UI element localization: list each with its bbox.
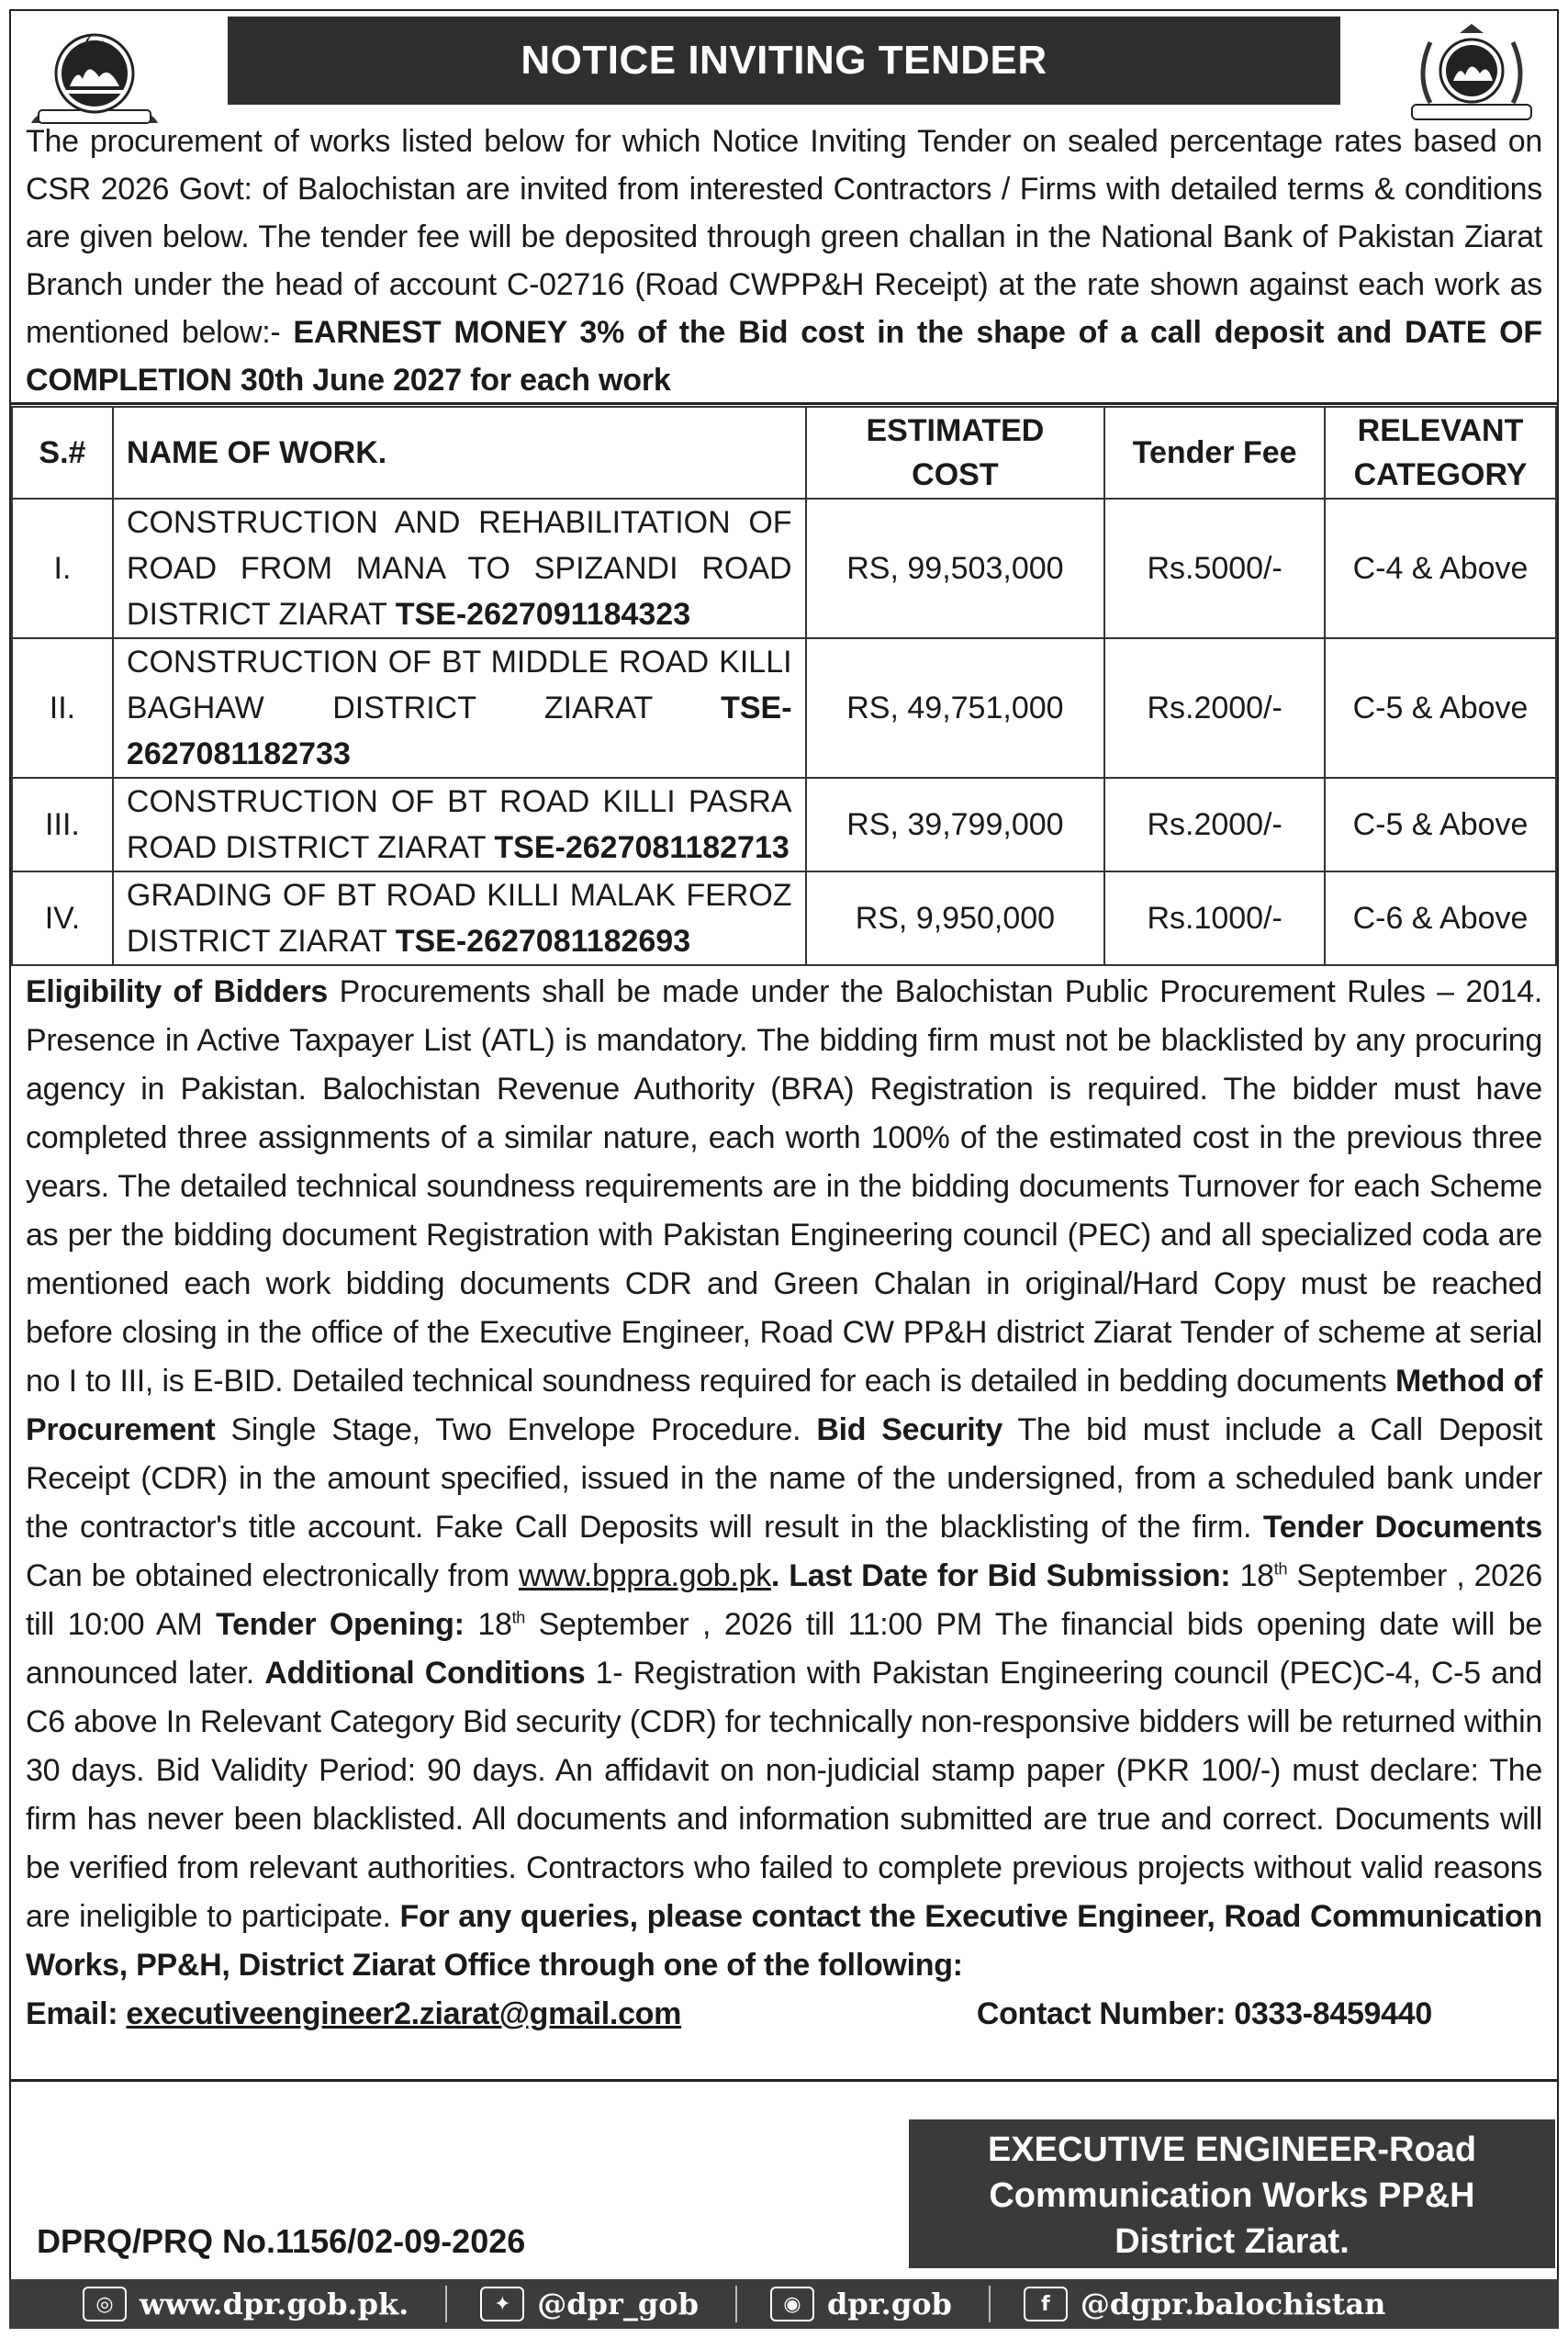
signature-line-3: District Ziarat. <box>1114 2222 1350 2261</box>
eligibility-label: Eligibility of Bidders <box>26 974 329 1009</box>
row-sn: IV. <box>12 871 113 965</box>
row-name <box>113 871 806 965</box>
row-fee: Rs.2000/- <box>1104 778 1325 871</box>
table-row <box>12 871 1556 965</box>
footer-bar <box>9 2279 1559 2329</box>
row-sn: I. <box>12 499 113 638</box>
work-name: CONSTRUCTION OF BT MIDDLE ROAD KILLI BAGHAW DISTRICT ZIARAT <box>126 645 792 725</box>
row-name <box>113 499 806 638</box>
method-text: Single Stage, Two Envelope Procedure. <box>215 1412 817 1447</box>
contact-number: 0333-8459440 <box>1234 1996 1432 2031</box>
footer-twitter[interactable] <box>480 2287 699 2321</box>
last-date-suffix: th <box>1273 1559 1288 1579</box>
tender-documents-label: Tender Documents <box>1262 1510 1542 1545</box>
tender-opening-label: Tender Opening: <box>216 1607 465 1642</box>
footer-facebook-text: @dgpr.balochistan <box>1080 2287 1386 2321</box>
footer-divider <box>445 2286 447 2322</box>
instagram-icon: ◉ <box>770 2287 814 2321</box>
row-category: C-4 & Above <box>1325 499 1556 638</box>
header-name-of-work: NAME OF WORK. <box>113 407 806 499</box>
footer-instagram[interactable] <box>770 2287 952 2321</box>
header-estimated-cost: ESTIMATED COST <box>806 407 1105 499</box>
tse-number: TSE-2627081182733 <box>126 691 792 771</box>
header-relevant-category: RELEVANT CATEGORY <box>1325 407 1556 499</box>
last-date-text: September , 2026 till 10:00 AM <box>26 1558 1543 1642</box>
row-category: C-5 & Above <box>1325 638 1556 778</box>
opening-day: 18 <box>464 1607 512 1642</box>
row-category: C-5 & Above <box>1325 778 1556 871</box>
row-fee: Rs.2000/- <box>1104 638 1325 778</box>
row-name <box>113 638 806 778</box>
twitter-icon: ✦ <box>480 2287 524 2321</box>
table-row <box>12 499 1556 638</box>
bppra-website-link[interactable]: www.bppra.gob.pk <box>518 1558 771 1593</box>
row-fee: Rs.5000/- <box>1104 499 1325 638</box>
tse-number: TSE-2627091184323 <box>395 597 691 632</box>
bid-security-text: The bid must include a Call Deposit Receipt (CDR) in the amount specified, issued in the name of the undersigned, from a scheduled bank under the contractor's title account. Fake Call Deposits will result in the blacklisting of the firm. <box>26 1412 1542 1545</box>
work-name: GRADING OF BT ROAD KILLI MALAK FEROZ DISTRICT ZIARAT <box>126 878 792 959</box>
table-top-rule <box>11 402 1557 405</box>
row-sn: II. <box>12 638 113 778</box>
notice-title-bar: NOTICE INVITING TENDER <box>228 17 1340 105</box>
footer-website-text: www.dpr.gob.pk. <box>140 2287 409 2321</box>
work-name: CONSTRUCTION OF BT ROAD KILLI PASRA ROAD DISTRICT ZIARAT <box>126 784 792 865</box>
row-cost: RS, 49,751,000 <box>806 638 1105 778</box>
row-fee: Rs.1000/- <box>1104 871 1325 965</box>
footer-twitter-text: @dpr_gob <box>537 2287 699 2321</box>
footer-divider <box>989 2286 991 2322</box>
footer-divider <box>735 2286 737 2322</box>
table-header-row <box>12 407 1556 499</box>
signature-line-1: EXECUTIVE ENGINEER-Road <box>987 2130 1477 2169</box>
intro-text: The procurement of works listed below for which Notice Inviting Tender on sealed percentage rates based on CSR 2026 Govt: of Balochistan are invited from interested Contractors / Firms with detailed terms & conditions are given below. The tender fee will be deposited through green challan in the National Bank of Pakistan Ziarat Branch under the head of account C-02716 (Road CWPP&H Receipt) at the rate shown against each work as mentioned below:- <box>26 124 1542 350</box>
header-sn: S.# <box>12 407 113 499</box>
last-date-label: . Last Date for Bid Submission: <box>770 1558 1231 1593</box>
tender-documents-text: Can be obtained electronically from <box>26 1558 519 1593</box>
tse-number: TSE-2627081182713 <box>494 830 790 865</box>
row-sn: III. <box>12 778 113 871</box>
email-link[interactable]: executiveengineer2.ziarat@gmail.com <box>126 1996 682 2031</box>
opening-text: September , 2026 till 11:00 PM The financial bids opening date will be announced later. <box>26 1607 1542 1691</box>
contact-row <box>26 1990 1542 2039</box>
footer-instagram-text: dpr.gob <box>827 2287 952 2321</box>
balochistan-emblem-left <box>26 20 163 130</box>
terms-paragraph <box>26 968 1542 2039</box>
queries-text: For any queries, please contact the Executive Engineer, Road Communication Works, PP&H, District Ziarat Office through one of the following: <box>26 1899 1542 1983</box>
header-tender-fee: Tender Fee <box>1104 407 1325 499</box>
balochistan-emblem-right <box>1403 20 1540 130</box>
footer-facebook[interactable] <box>1024 2287 1386 2321</box>
signature-block <box>909 2119 1555 2268</box>
works-table <box>11 406 1557 966</box>
contact-block <box>977 1990 1432 2039</box>
table-row <box>12 638 1556 778</box>
signature-line-2: Communication Works PP&H <box>989 2176 1475 2215</box>
row-name <box>113 778 806 871</box>
intro-paragraph <box>26 118 1542 404</box>
opening-suffix: th <box>511 1608 525 1627</box>
signature-top-rule <box>11 2079 1557 2082</box>
contact-label: Contact Number: <box>976 1996 1235 2031</box>
intro-earnest-money: EARNEST MONEY 3% of the Bid cost in the shape of a call deposit and DATE OF COMPLETION 30th June 2027 for each work <box>26 315 1542 398</box>
row-cost: RS, 9,950,000 <box>806 871 1105 965</box>
additional-conditions-label: Additional Conditions <box>264 1656 586 1691</box>
work-name: CONSTRUCTION AND REHABILITATION OF ROAD FROM MANA TO SPIZANDI ROAD DISTRICT ZIARAT <box>126 505 792 632</box>
facebook-icon: f <box>1024 2287 1068 2321</box>
table-row <box>12 778 1556 871</box>
eligibility-text: Procurements shall be made under the Balochistan Public Procurement Rules – 2014. Presence in Active Taxpayer List (ATL) is mandatory. The bidding firm must not be blacklisted by any procuring agency in Pakistan. Balochistan Revenue Authority (BRA) Registration is required. The bidder must have completed three assignments of a similar nature, each worth 100% of the estimated cost in the previous three years. The detailed technical soundness requirements are in the bidding documents Turnover for each Scheme as per the bidding document Registration with Pakistan Engineering council (PEC) and all specialized coda are mentioned each work bidding documents CDR and Green Chalan in original/Hard Copy must be reached before closing in the office of the Executive Engineer, Road CW PP&H district Ziarat Tender of scheme at serial no I to III, is E-BID. Detailed technical soundness required for each is detailed in bedding documents <box>26 974 1542 1399</box>
reference-number: DPRQ/PRQ No.1156/02-09-2026 <box>37 2222 526 2260</box>
globe-icon: ◎ <box>83 2287 127 2321</box>
bid-security-label: Bid Security <box>816 1412 1002 1447</box>
tse-number: TSE-2627081182693 <box>395 924 691 959</box>
row-cost: RS, 39,799,000 <box>806 778 1105 871</box>
email-label: Email: <box>26 1996 127 2031</box>
method-label: Method of Procurement <box>26 1364 1543 1447</box>
footer-website[interactable] <box>83 2287 409 2321</box>
email-block <box>26 1990 681 2039</box>
row-cost: RS, 99,503,000 <box>806 499 1105 638</box>
additional-conditions-text: 1- Registration with Pakistan Engineering council (PEC)C-4, C-5 and C6 above In Relevant Category Bid security (CDR) for technically non-responsive bidders will be returned within 30 days. Bid Validity Period: 90 days. An affidavit on non-judicial stamp paper (PKR 100/-) must declare: The firm has never been blacklisted. All documents and information submitted are true and correct. Documents will be verified from relevant authorities. Contractors who failed to complete previous projects without valid reasons are ineligible to participate. <box>26 1656 1543 1934</box>
row-category: C-6 & Above <box>1325 871 1556 965</box>
last-date-day: 18 <box>1230 1558 1274 1593</box>
